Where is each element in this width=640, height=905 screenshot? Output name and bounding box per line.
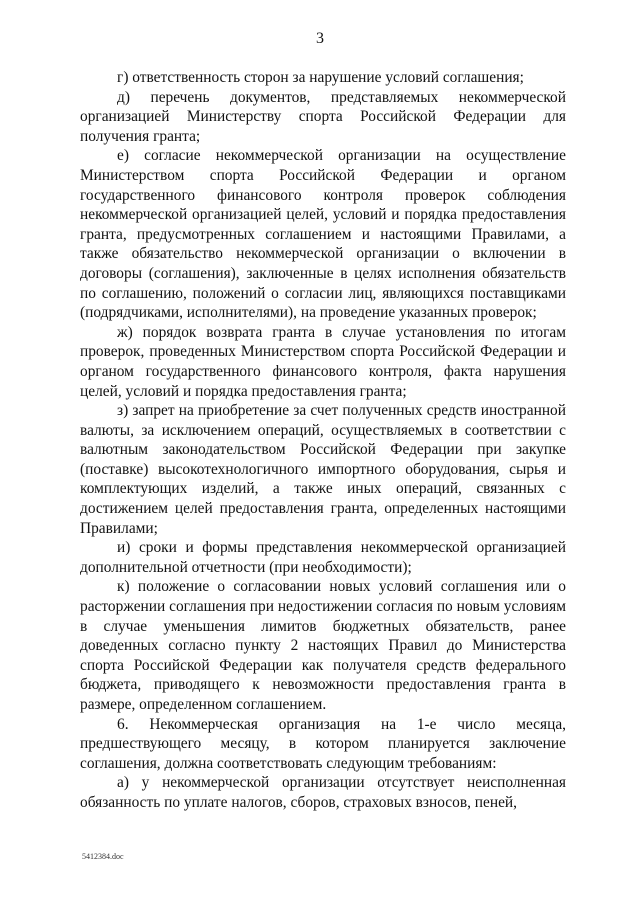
paragraph-k: к) положение о согласовании новых условий соглашения или о расторжении соглашения при недостижении согласия по новым условиям в случае уменьшения лимитов бюджетных обязательств, ранее доведенных согласно пункту 2 настоящих Правил до Министерства спорта Российской Федерации как получателя средств федерального бюджета, приводящего к невозможности предоставления гранта в размере, определенном соглашением. xyxy=(80,578,566,713)
paragraph-zh: ж) порядок возврата гранта в случае установления по итогам проверок, проведенных Министерством спорта Российской Федерации и органом государственного финансового контроля, факта нарушения целей, условий и порядка предоставления гранта; xyxy=(80,323,566,400)
footer-file-code: 5412384.doc xyxy=(82,852,124,861)
document-body xyxy=(80,68,566,813)
paragraph-e: е) согласие некоммерческой организации на осуществление Министерством спорта Российской Федерации и органом государственного финансового контроля проверок соблюдения некоммерческой организацией целей, условий и порядка предоставления гранта, предусмотренных соглашением и настоящими Правилами, а также обязательство некоммерческой организации о включении в договоры (соглашения), заключенные в целях исполнения обязательств по соглашению, положений о согласии лиц, являющихся поставщиками (подрядчиками, исполнителями), на проведение указанных проверок; xyxy=(80,147,566,322)
paragraph-6: 6. Некоммерческая организация на 1-е число месяца, предшествующего месяцу, в котором планируется заключение соглашения, должна соответствовать следующим требованиям: xyxy=(80,715,566,772)
paragraph-d: д) перечень документов, представляемых некоммерческой организацией Министерству спорта Российской Федерации для получения гранта; xyxy=(80,88,566,145)
paragraph-z: з) запрет на приобретение за счет полученных средств иностранной валюты, за исключением операций, осуществляемых в соответствии с валютным законодательством Российской Федерации при закупке (поставке) высокотехнологичного импортного оборудования, сырья и комплектующих изделий, а также иных операций, связанных с достижением целей предоставления гранта, определенных настоящими Правилами; xyxy=(80,402,566,537)
page-number: 3 xyxy=(316,30,324,47)
paragraph-i: и) сроки и формы представления некоммерческой организацией дополнительной отчетности (при необходимости); xyxy=(80,539,566,576)
paragraph-6a: а) у некоммерческой организации отсутствует неисполненная обязанность по уплате налогов, сборов, страховых взносов, пеней, xyxy=(80,774,566,811)
paragraph-g: г) ответственность сторон за нарушение условий соглашения; xyxy=(117,69,524,86)
